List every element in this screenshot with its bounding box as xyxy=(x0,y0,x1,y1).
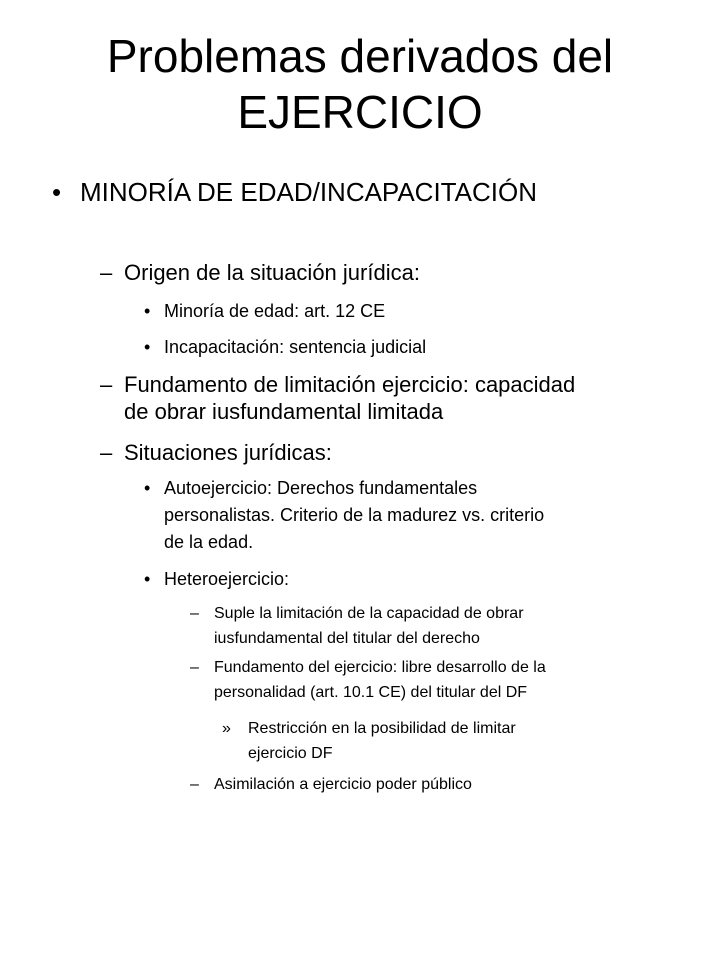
list-item-line: Fundamento de limitación ejercicio: capacidad xyxy=(124,372,576,397)
bullet-icon: • xyxy=(144,569,151,589)
list-item-line: ejercicio DF xyxy=(248,745,333,762)
list-item-line: Origen de la situación jurídica: xyxy=(124,260,420,285)
list-item-text xyxy=(124,371,575,425)
raquo-icon: » xyxy=(222,720,231,737)
list-item-line: Situaciones jurídicas: xyxy=(124,440,332,465)
list-item-line: Incapacitación: sentencia judicial xyxy=(164,337,427,357)
list-item-text xyxy=(214,772,472,797)
list-item-text xyxy=(124,259,420,286)
slide-title-line-1: Problemas derivados del xyxy=(106,30,614,82)
list-item-line: de obrar iusfundamental limitada xyxy=(124,399,444,424)
list-item-line: personalidad (art. 10.1 CE) del titular del DF xyxy=(214,684,528,701)
bullet-icon: • xyxy=(52,177,62,207)
dash-icon: – xyxy=(190,659,199,676)
list-item-line: personalistas. Criterio de la madurez vs. criterio xyxy=(164,505,545,525)
list-item-line: Autoejercicio: Derechos fundamentales xyxy=(164,478,478,498)
dash-icon: – xyxy=(100,260,113,285)
list-item-line: Heteroejercicio: xyxy=(164,569,290,589)
bullet-icon: • xyxy=(144,337,151,357)
list-item-line: iusfundamental del titular del derecho xyxy=(214,630,480,647)
list-item-line: de la edad. xyxy=(164,532,254,552)
dash-icon: – xyxy=(190,776,199,793)
list-item-line: Suple la limitación de la capacidad de obrar xyxy=(214,605,524,622)
list-item-text xyxy=(248,716,516,766)
dash-icon: – xyxy=(100,372,113,397)
list-item-text xyxy=(164,566,289,593)
list-item-line: Fundamento del ejercicio: libre desarrollo de la xyxy=(214,659,546,676)
list-item-text xyxy=(214,601,524,651)
list-item-line: Asimilación a ejercicio poder público xyxy=(214,776,472,793)
list-item-text xyxy=(164,298,385,325)
slide-title xyxy=(0,28,720,140)
bullet-icon: • xyxy=(144,301,151,321)
slide-title-line-2: EJERCICIO xyxy=(237,86,483,138)
list-item-text xyxy=(164,334,426,361)
dash-icon: – xyxy=(100,440,113,465)
list-item-text xyxy=(214,655,546,705)
list-item-text xyxy=(124,439,332,466)
list-item-text xyxy=(164,475,544,556)
list-item-line: Restricción en la posibilidad de limitar xyxy=(248,720,516,737)
dash-icon: – xyxy=(190,605,199,622)
section-heading: MINORÍA DE EDAD/INCAPACITACIÓN xyxy=(80,177,537,207)
list-item-line: Minoría de edad: art. 12 CE xyxy=(164,301,386,321)
bullet-icon: • xyxy=(144,478,151,498)
